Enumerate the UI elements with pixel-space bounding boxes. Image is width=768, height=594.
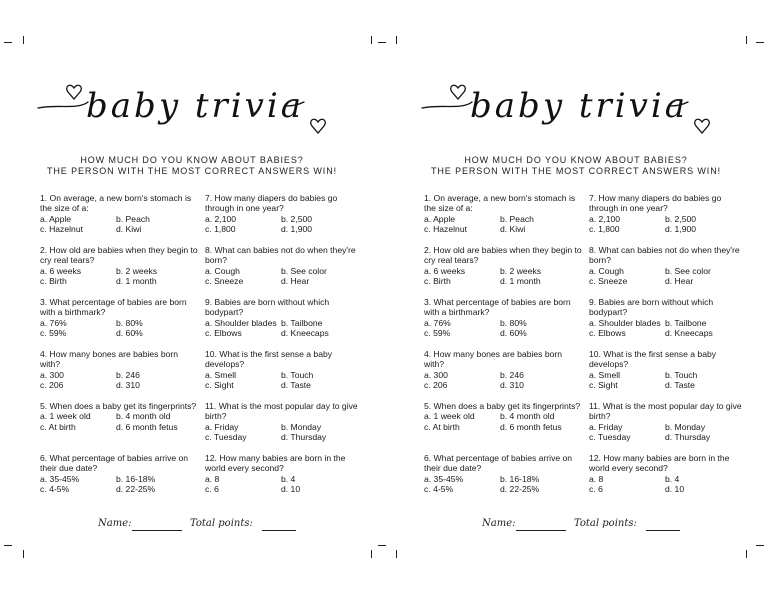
- question-2: [424, 245, 584, 297]
- subtitle-line-1: HOW MUCH DO YOU KNOW ABOUT BABIES?: [464, 155, 688, 165]
- answer-option[interactable]: d. 310: [116, 379, 140, 390]
- answer-options: [424, 318, 584, 339]
- page-title: baby trivia: [86, 86, 304, 126]
- answer-option[interactable]: b. 4 month old: [500, 411, 555, 422]
- answer-options: [589, 214, 747, 235]
- answer-option[interactable]: d. Kiwi: [500, 223, 526, 234]
- answer-option[interactable]: d. 10: [281, 483, 301, 494]
- answer-options: [424, 474, 584, 495]
- answer-option[interactable]: b. 2 weeks: [500, 265, 542, 276]
- answer-options: [40, 214, 200, 235]
- question-11: [589, 401, 747, 453]
- answer-option[interactable]: b. 16-18%: [500, 473, 540, 484]
- answer-option[interactable]: a. Apple: [424, 213, 456, 224]
- heart-icon: [695, 119, 710, 133]
- answer-option[interactable]: a. Cough: [589, 265, 624, 276]
- answer-option[interactable]: b. See color: [665, 265, 711, 276]
- answer-option[interactable]: a. Friday: [589, 421, 623, 432]
- answer-option[interactable]: c. Sneeze: [205, 275, 244, 286]
- answer-option[interactable]: a. Friday: [205, 421, 239, 432]
- answer-options: [205, 474, 363, 495]
- questions-column-1: [424, 193, 584, 505]
- answer-options: [205, 318, 363, 339]
- question-5: [424, 401, 584, 453]
- question-text: 5. When does a baby get its fingerprints?: [40, 401, 197, 411]
- answer-option[interactable]: b. 4: [665, 473, 680, 484]
- question-text: 8. What can babies not do when they're born?: [589, 245, 740, 266]
- question-11: [205, 401, 363, 453]
- title-block: [0, 66, 384, 146]
- name-label: Name:: [98, 518, 132, 529]
- points-label: Total points:: [190, 518, 253, 529]
- answer-option[interactable]: c. Tuesday: [589, 431, 631, 442]
- heart-icon: [311, 119, 326, 133]
- answer-options: [40, 370, 200, 391]
- answer-option[interactable]: b. 2 weeks: [116, 265, 158, 276]
- answer-option[interactable]: d. 1,900: [665, 223, 697, 234]
- question-text: 7. How many diapers do babies go through in one year?: [589, 193, 722, 214]
- answer-option[interactable]: a. 76%: [40, 317, 67, 328]
- question-text: 9. Babies are born without which bodypart?: [205, 297, 330, 318]
- answer-option[interactable]: c. Birth: [424, 275, 451, 286]
- answer-option[interactable]: c. Hazelnut: [424, 223, 467, 234]
- answer-options: [40, 411, 200, 432]
- answer-option[interactable]: b. 80%: [500, 317, 527, 328]
- answer-option[interactable]: b. 2,500: [665, 213, 697, 224]
- answer-option[interactable]: c. Hazelnut: [40, 223, 83, 234]
- subtitle-line-1: HOW MUCH DO YOU KNOW ABOUT BABIES?: [80, 155, 304, 165]
- answer-option[interactable]: b. Monday: [665, 421, 706, 432]
- answer-option[interactable]: b. Touch: [665, 369, 698, 380]
- answer-options: [424, 370, 584, 391]
- question-10: [205, 349, 363, 401]
- answer-option[interactable]: c. Elbows: [589, 327, 626, 338]
- answer-option[interactable]: c. 4-5%: [424, 483, 454, 494]
- answer-option[interactable]: d. Hear: [665, 275, 694, 286]
- answer-options: [205, 214, 363, 235]
- answer-option[interactable]: d. 10: [665, 483, 685, 494]
- question-8: [589, 245, 747, 297]
- question-text: 12. How many babies are born in the world every second?: [205, 453, 346, 474]
- answer-option[interactable]: a. 76%: [424, 317, 451, 328]
- question-text: 3. What percentage of babies are born with a birthmark?: [424, 297, 571, 318]
- answer-option[interactable]: c. Birth: [40, 275, 67, 286]
- answer-option[interactable]: c. Sight: [589, 379, 618, 390]
- questions-column-2: [205, 193, 363, 505]
- answer-options: [205, 266, 363, 287]
- footer: [384, 516, 768, 536]
- question-text: 4. How many bones are babies born with?: [40, 349, 179, 370]
- answer-option[interactable]: c. 6: [589, 483, 603, 494]
- answer-option[interactable]: a. Cough: [205, 265, 240, 276]
- answer-option[interactable]: c. 59%: [424, 327, 451, 338]
- question-1: [424, 193, 584, 245]
- answer-option[interactable]: c. 6: [205, 483, 219, 494]
- answer-option[interactable]: d. Thursday: [665, 431, 711, 442]
- answer-option[interactable]: b. Peach: [116, 213, 150, 224]
- question-9: [589, 297, 747, 349]
- answer-options: [589, 318, 747, 339]
- answer-option[interactable]: d. Kneecaps: [665, 327, 713, 338]
- answer-option[interactable]: d. 22-25%: [500, 483, 540, 494]
- answer-option[interactable]: d. 1 month: [116, 275, 157, 286]
- question-text: 9. Babies are born without which bodypart?: [589, 297, 714, 318]
- question-text: 6. What percentage of babies arrive on their due date?: [424, 453, 573, 474]
- footer: [0, 516, 384, 536]
- answer-option[interactable]: c. 59%: [40, 327, 67, 338]
- answer-options: [589, 266, 747, 287]
- title-block: [384, 66, 768, 146]
- answer-option[interactable]: a. Smell: [589, 369, 621, 380]
- answer-option[interactable]: b. Touch: [281, 369, 314, 380]
- question-text: 12. How many babies are born in the world every second?: [589, 453, 730, 474]
- answer-option[interactable]: d. 60%: [116, 327, 143, 338]
- answer-option[interactable]: b. 246: [116, 369, 140, 380]
- question-text: 11. What is the most popular day to give birth?: [205, 401, 358, 422]
- answer-option[interactable]: c. At birth: [40, 421, 76, 432]
- answer-option[interactable]: c. 1,800: [205, 223, 236, 234]
- subtitle-line-2: THE PERSON WITH THE MOST CORRECT ANSWERS WIN!: [430, 166, 722, 176]
- name-line[interactable]: [132, 530, 182, 531]
- question-4: [424, 349, 584, 401]
- answer-option[interactable]: d. Hear: [281, 275, 310, 286]
- answer-option[interactable]: a. 6 weeks: [40, 265, 82, 276]
- answer-option[interactable]: b. 80%: [116, 317, 143, 328]
- answer-option[interactable]: a. Shoulder blades: [589, 317, 661, 328]
- answer-options: [424, 411, 584, 432]
- answer-options: [589, 474, 747, 495]
- answer-options: [40, 318, 200, 339]
- answer-option[interactable]: c. 1,800: [589, 223, 620, 234]
- answer-option[interactable]: d. Kiwi: [116, 223, 142, 234]
- answer-option[interactable]: d. 22-25%: [116, 483, 156, 494]
- answer-option[interactable]: d. 6 month fetus: [116, 421, 178, 432]
- answer-option[interactable]: d. 1,900: [281, 223, 313, 234]
- trivia-card-right: [384, 0, 768, 594]
- question-8: [205, 245, 363, 297]
- question-1: [40, 193, 200, 245]
- answer-option[interactable]: d. Taste: [281, 379, 311, 390]
- name-label: Name:: [482, 518, 516, 529]
- question-text: 7. How many diapers do babies go through in one year?: [205, 193, 338, 214]
- page-title: baby trivia: [470, 86, 688, 126]
- answer-option[interactable]: b. Tailbone: [281, 317, 323, 328]
- answer-option[interactable]: b. 4 month old: [116, 411, 171, 422]
- answer-option[interactable]: b. 16-18%: [116, 473, 156, 484]
- name-line[interactable]: [516, 530, 566, 531]
- answer-option[interactable]: a. 8: [589, 473, 604, 484]
- question-6: [40, 453, 200, 505]
- answer-option[interactable]: a. 2,100: [205, 213, 237, 224]
- subtitle: [384, 155, 768, 177]
- answer-option[interactable]: d. Thursday: [281, 431, 327, 442]
- question-text: 11. What is the most popular day to give birth?: [589, 401, 742, 422]
- questions-column-1: [40, 193, 200, 505]
- answer-option[interactable]: a. 35-45%: [40, 473, 80, 484]
- answer-option[interactable]: a. 6 weeks: [424, 265, 466, 276]
- question-text: 2. How old are babies when they begin to cry real tears?: [424, 245, 582, 266]
- question-12: [589, 453, 747, 505]
- answer-options: [205, 422, 363, 443]
- question-12: [205, 453, 363, 505]
- answer-option[interactable]: c. 4-5%: [40, 483, 70, 494]
- answer-option[interactable]: d. 310: [500, 379, 524, 390]
- answer-option[interactable]: d. 6 month fetus: [500, 421, 562, 432]
- answer-option[interactable]: a. 35-45%: [424, 473, 464, 484]
- answer-option[interactable]: b. Peach: [500, 213, 534, 224]
- question-text: 1. On average, a new born's stomach is the size of a:: [40, 193, 192, 214]
- answer-option[interactable]: b. 246: [500, 369, 524, 380]
- answer-option[interactable]: c. Tuesday: [205, 431, 247, 442]
- question-3: [40, 297, 200, 349]
- answer-option[interactable]: b. See color: [281, 265, 327, 276]
- answer-option[interactable]: a. 1 week old: [40, 411, 91, 422]
- answer-options: [205, 370, 363, 391]
- answer-option[interactable]: c. Elbows: [205, 327, 242, 338]
- question-2: [40, 245, 200, 297]
- question-text: 8. What can babies not do when they're born?: [205, 245, 356, 266]
- answer-option[interactable]: c. 206: [424, 379, 448, 390]
- answer-option[interactable]: a. Apple: [40, 213, 72, 224]
- question-text: 6. What percentage of babies arrive on their due date?: [40, 453, 189, 474]
- answer-option[interactable]: d. Kneecaps: [281, 327, 329, 338]
- question-7: [589, 193, 747, 245]
- answer-option[interactable]: a. 300: [40, 369, 64, 380]
- answer-options: [424, 266, 584, 287]
- answer-options: [589, 422, 747, 443]
- answer-option[interactable]: a. 1 week old: [424, 411, 475, 422]
- answer-option[interactable]: d. Taste: [665, 379, 695, 390]
- question-text: 3. What percentage of babies are born with a birthmark?: [40, 297, 187, 318]
- question-10: [589, 349, 747, 401]
- answer-option[interactable]: c. Sneeze: [589, 275, 628, 286]
- question-6: [424, 453, 584, 505]
- answer-option[interactable]: d. 1 month: [500, 275, 541, 286]
- answer-option[interactable]: d. 60%: [500, 327, 527, 338]
- answer-option[interactable]: a. 8: [205, 473, 220, 484]
- answer-option[interactable]: a. 300: [424, 369, 448, 380]
- answer-option[interactable]: a. Smell: [205, 369, 237, 380]
- answer-option[interactable]: a. 2,100: [589, 213, 621, 224]
- subtitle: [0, 155, 384, 177]
- question-text: 10. What is the first sense a baby develops?: [205, 349, 333, 370]
- answer-option[interactable]: a. Shoulder blades: [205, 317, 277, 328]
- answer-option[interactable]: b. 2,500: [281, 213, 313, 224]
- answer-options: [40, 266, 200, 287]
- points-line[interactable]: [262, 530, 296, 531]
- question-text: 5. When does a baby get its fingerprints?: [424, 401, 581, 411]
- question-9: [205, 297, 363, 349]
- questions-column-2: [589, 193, 747, 505]
- answer-option[interactable]: b. Tailbone: [665, 317, 707, 328]
- question-text: 2. How old are babies when they begin to cry real tears?: [40, 245, 198, 266]
- answer-options: [424, 214, 584, 235]
- question-4: [40, 349, 200, 401]
- question-5: [40, 401, 200, 453]
- question-7: [205, 193, 363, 245]
- answer-option[interactable]: c. At birth: [424, 421, 460, 432]
- points-line[interactable]: [646, 530, 680, 531]
- answer-option[interactable]: b. Monday: [281, 421, 322, 432]
- subtitle-line-2: THE PERSON WITH THE MOST CORRECT ANSWERS WIN!: [46, 166, 338, 176]
- points-label: Total points:: [574, 518, 637, 529]
- question-text: 1. On average, a new born's stomach is the size of a:: [424, 193, 576, 214]
- answer-option[interactable]: c. 206: [40, 379, 64, 390]
- question-text: 4. How many bones are babies born with?: [424, 349, 563, 370]
- answer-option[interactable]: c. Sight: [205, 379, 234, 390]
- answer-options: [589, 370, 747, 391]
- answer-options: [40, 474, 200, 495]
- answer-option[interactable]: b. 4: [281, 473, 296, 484]
- question-3: [424, 297, 584, 349]
- question-text: 10. What is the first sense a baby develops?: [589, 349, 717, 370]
